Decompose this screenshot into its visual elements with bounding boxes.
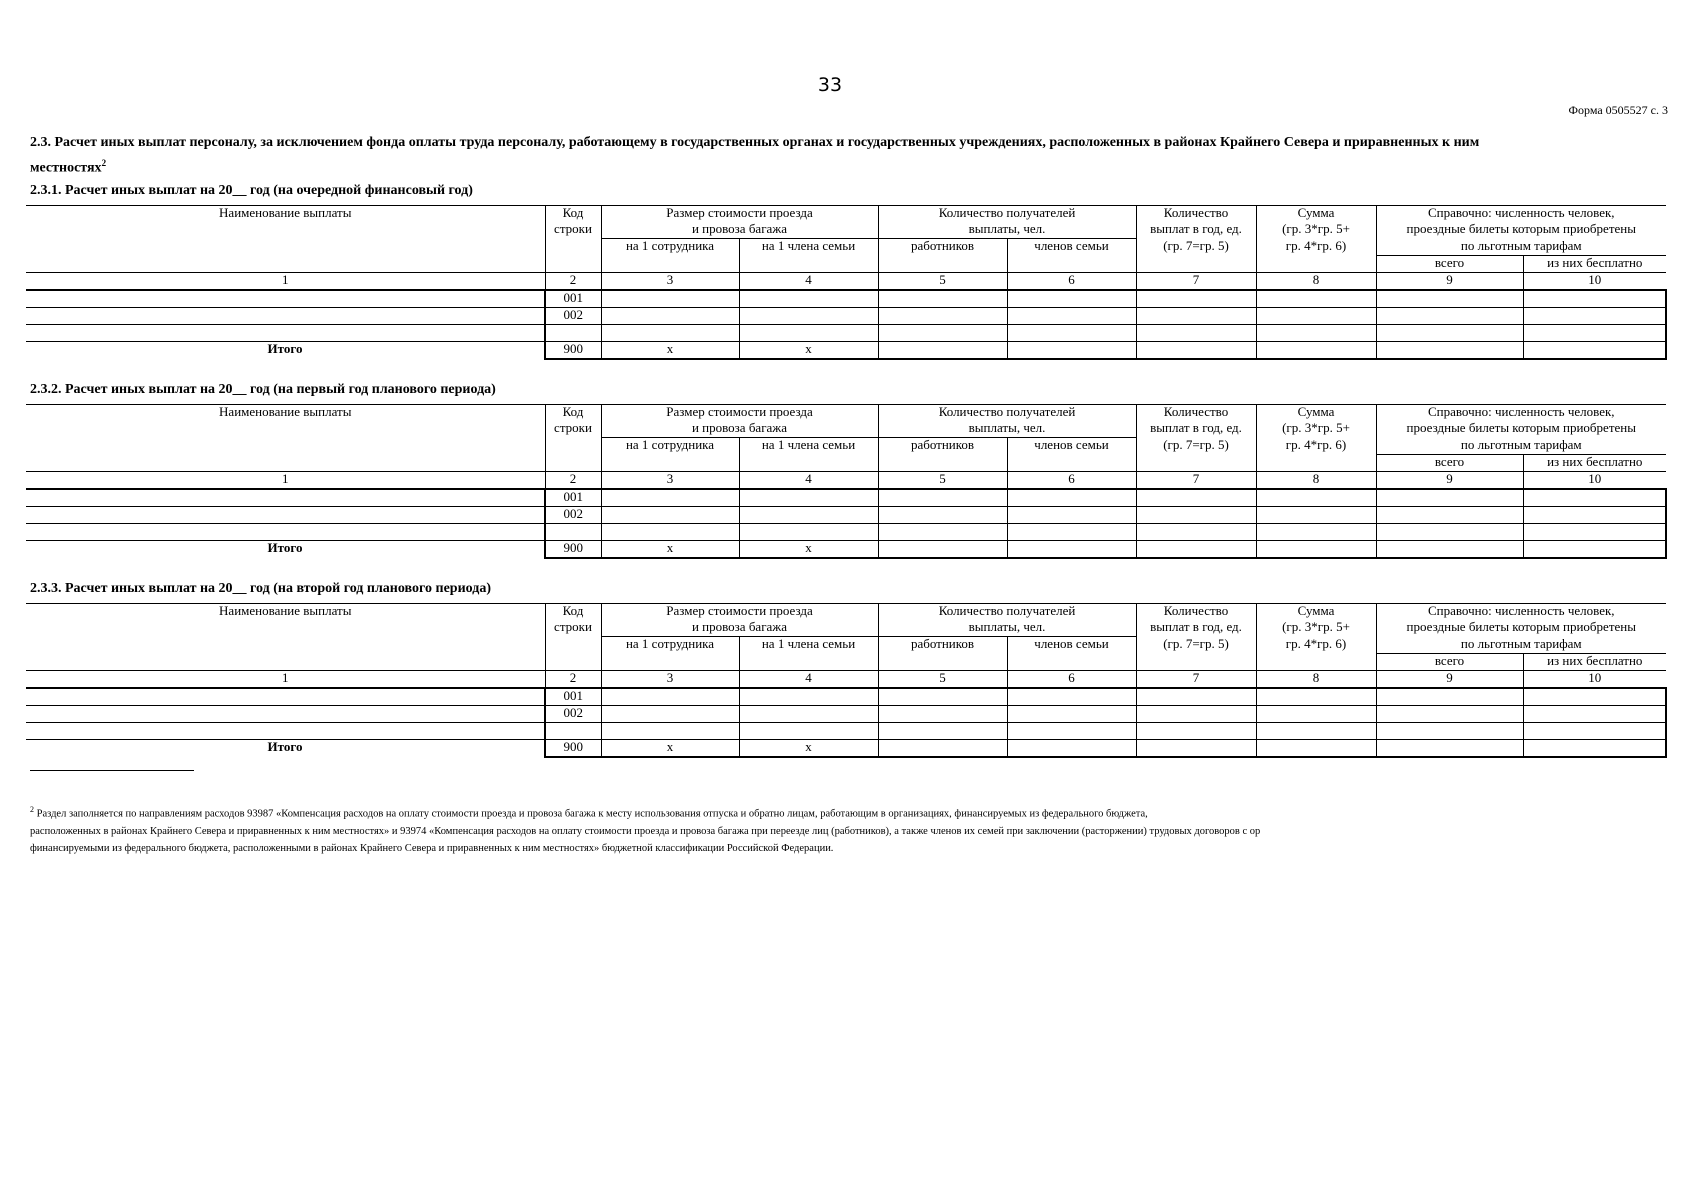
column-numbers-row	[26, 272, 1666, 290]
header-reference-3: по льготным тарифам	[1376, 438, 1666, 455]
data-cell[interactable]	[1007, 290, 1136, 308]
header-code: Код	[545, 206, 601, 223]
header-reference: Справочно: численность человек,	[1376, 206, 1666, 223]
data-cell[interactable]	[1523, 705, 1666, 722]
row-code: 001	[545, 489, 601, 507]
header-count-2: выплат в год, ед.	[1136, 421, 1256, 438]
column-number: 7	[1136, 272, 1256, 290]
header-count-2: выплат в год, ед.	[1136, 222, 1256, 239]
column-number: 5	[878, 272, 1007, 290]
data-cell[interactable]	[739, 705, 878, 722]
data-cell[interactable]	[601, 324, 739, 341]
header-sum: Сумма	[1256, 206, 1376, 223]
header-count-2: выплат в год, ед.	[1136, 620, 1256, 637]
data-cell[interactable]	[878, 722, 1007, 739]
total-code: 900	[545, 341, 601, 359]
header-code-2: строки	[545, 421, 601, 438]
data-cell[interactable]	[1256, 523, 1376, 540]
data-cell[interactable]	[1007, 341, 1136, 359]
payment-name-cell[interactable]	[26, 688, 545, 706]
row-code: 002	[545, 705, 601, 722]
header-recipients-family: членов семьи	[1007, 637, 1136, 671]
column-number: 8	[1256, 670, 1376, 688]
header-reference-2: проездные билеты которым приобретены	[1376, 222, 1666, 239]
header-sum: Сумма	[1256, 405, 1376, 422]
column-number: 5	[878, 670, 1007, 688]
data-cell[interactable]	[739, 324, 878, 341]
total-row	[26, 739, 1666, 757]
header-cost: Размер стоимости проезда	[601, 604, 878, 621]
row-code	[545, 324, 601, 341]
data-cell[interactable]	[878, 290, 1007, 308]
header-count-3: (гр. 7=гр. 5)	[1136, 438, 1256, 455]
data-cell[interactable]	[878, 540, 1007, 558]
data-cell[interactable]	[1376, 307, 1523, 324]
data-cell[interactable]	[1256, 540, 1376, 558]
header-recipients-workers: работников	[878, 438, 1007, 472]
header-cost-family: на 1 члена семьи	[739, 637, 878, 671]
data-cell[interactable]	[1136, 506, 1256, 523]
table-row	[26, 489, 1666, 507]
header-recipients-workers: работников	[878, 239, 1007, 273]
column-number: 1	[26, 670, 545, 688]
header-count: Количество	[1136, 604, 1256, 621]
header-sum-2: (гр. 3*гр. 5+	[1256, 620, 1376, 637]
payment-name-cell[interactable]	[26, 489, 545, 507]
data-cell[interactable]	[1256, 324, 1376, 341]
x-mark: x	[739, 739, 878, 757]
subsection-title: 2.3.3. Расчет иных выплат на 20__ год (на второй год планового периода)	[30, 581, 491, 596]
header-recipients-2: выплаты, чел.	[878, 620, 1136, 637]
section-title	[30, 133, 1530, 179]
data-cell[interactable]	[1376, 506, 1523, 523]
x-mark: x	[601, 739, 739, 757]
header-count-3: (гр. 7=гр. 5)	[1136, 239, 1256, 256]
data-cell[interactable]	[1523, 722, 1666, 739]
payment-name-cell[interactable]	[26, 705, 545, 722]
column-number: 1	[26, 471, 545, 489]
column-number: 8	[1256, 471, 1376, 489]
column-number: 7	[1136, 471, 1256, 489]
footnote-line-3: финансируемыми из федерального бюджета, расположенными в районах Крайнего Севера и приравненных к ним местностях» бюджетной классификации Российской Федерации.	[30, 842, 834, 854]
header-code: Код	[545, 405, 601, 422]
header-recipients-family: членов семьи	[1007, 239, 1136, 273]
data-cell[interactable]	[878, 324, 1007, 341]
data-cell[interactable]	[1523, 523, 1666, 540]
data-cell[interactable]	[739, 506, 878, 523]
data-cell[interactable]	[1007, 722, 1136, 739]
row-code	[545, 722, 601, 739]
header-reference-2: проездные билеты которым приобретены	[1376, 421, 1666, 438]
form-code: Форма 0505527 с. 3	[1568, 103, 1668, 117]
column-number: 4	[739, 670, 878, 688]
total-code: 900	[545, 540, 601, 558]
column-number: 10	[1523, 471, 1666, 489]
data-cell[interactable]	[1256, 290, 1376, 308]
header-code: Код	[545, 604, 601, 621]
data-cell[interactable]	[1256, 739, 1376, 757]
data-cell[interactable]	[1256, 722, 1376, 739]
column-number: 2	[545, 471, 601, 489]
payment-table	[26, 205, 1667, 360]
data-cell[interactable]	[1007, 540, 1136, 558]
table-row	[26, 523, 1666, 540]
header-cost-2: и провоза багажа	[601, 620, 878, 637]
data-cell[interactable]	[739, 290, 878, 308]
column-number: 10	[1523, 670, 1666, 688]
subsection-title: 2.3.1. Расчет иных выплат на 20__ год (на очередной финансовый год)	[30, 183, 473, 198]
payment-table	[26, 603, 1667, 758]
data-cell[interactable]	[1376, 705, 1523, 722]
data-cell[interactable]	[1523, 489, 1666, 507]
header-reference-free: из них бесплатно	[1523, 454, 1666, 471]
header-recipients-workers: работников	[878, 637, 1007, 671]
data-cell[interactable]	[878, 705, 1007, 722]
header-reference: Справочно: численность человек,	[1376, 405, 1666, 422]
data-cell[interactable]	[1136, 688, 1256, 706]
section-title-text: 2.3. Расчет иных выплат персоналу, за исключением фонда оплаты труда персоналу, работающему в государственных органах и государственных учреждениях, расположенных в районах Крайнего Севера и приравненных к ним местностях	[30, 135, 1480, 176]
total-label: Итого	[267, 540, 303, 555]
data-cell[interactable]	[739, 523, 878, 540]
header-count: Количество	[1136, 206, 1256, 223]
table-row	[26, 290, 1666, 308]
column-number: 4	[739, 272, 878, 290]
data-cell[interactable]	[1136, 540, 1256, 558]
header-count: Количество	[1136, 405, 1256, 422]
column-number: 2	[545, 272, 601, 290]
header-reference-2: проездные билеты которым приобретены	[1376, 620, 1666, 637]
data-cell[interactable]	[1376, 523, 1523, 540]
data-cell[interactable]	[1136, 523, 1256, 540]
data-cell[interactable]	[1523, 688, 1666, 706]
page-number: 33	[817, 74, 843, 96]
data-cell[interactable]	[1007, 324, 1136, 341]
payment-name-cell[interactable]	[26, 722, 545, 739]
total-label: Итого	[267, 739, 303, 754]
header-sum-3: гр. 4*гр. 6)	[1256, 637, 1376, 654]
column-number: 7	[1136, 670, 1256, 688]
column-numbers-row	[26, 670, 1666, 688]
footnote-mark: 2	[30, 805, 34, 814]
data-cell[interactable]	[1523, 307, 1666, 324]
data-cell[interactable]	[878, 739, 1007, 757]
data-cell[interactable]	[1256, 688, 1376, 706]
total-row	[26, 540, 1666, 558]
data-cell[interactable]	[1136, 705, 1256, 722]
row-code	[545, 523, 601, 540]
row-code: 002	[545, 307, 601, 324]
data-cell[interactable]	[1523, 506, 1666, 523]
column-number: 6	[1007, 670, 1136, 688]
header-reference-total: всего	[1376, 653, 1523, 670]
payment-name-cell[interactable]	[26, 307, 545, 324]
table-row	[26, 705, 1666, 722]
data-cell[interactable]	[601, 489, 739, 507]
data-cell[interactable]	[601, 506, 739, 523]
data-cell[interactable]	[1256, 341, 1376, 359]
data-cell[interactable]	[1523, 540, 1666, 558]
payment-name-cell[interactable]	[26, 290, 545, 308]
column-number: 9	[1376, 471, 1523, 489]
data-cell[interactable]	[1007, 688, 1136, 706]
column-number: 4	[739, 471, 878, 489]
column-number: 8	[1256, 272, 1376, 290]
payment-table	[26, 404, 1667, 559]
header-recipients: Количество получателей	[878, 206, 1136, 223]
total-label: Итого	[267, 341, 303, 356]
header-name: Наименование выплаты	[26, 405, 545, 472]
column-number: 6	[1007, 272, 1136, 290]
header-reference-free: из них бесплатно	[1523, 653, 1666, 670]
header-sum-3: гр. 4*гр. 6)	[1256, 239, 1376, 256]
x-mark: x	[601, 341, 739, 359]
data-cell[interactable]	[878, 506, 1007, 523]
data-cell[interactable]	[601, 290, 739, 308]
header-name: Наименование выплаты	[26, 604, 545, 671]
header-reference-free: из них бесплатно	[1523, 255, 1666, 272]
table-row	[26, 307, 1666, 324]
data-cell[interactable]	[601, 307, 739, 324]
header-cost-employee: на 1 сотрудника	[601, 438, 739, 472]
data-cell[interactable]	[1007, 506, 1136, 523]
header-cost-family: на 1 члена семьи	[739, 239, 878, 273]
column-number: 3	[601, 272, 739, 290]
data-cell[interactable]	[739, 688, 878, 706]
header-cost: Размер стоимости проезда	[601, 206, 878, 223]
column-number: 3	[601, 471, 739, 489]
data-cell[interactable]	[1136, 739, 1256, 757]
x-mark: x	[601, 540, 739, 558]
header-recipients-2: выплаты, чел.	[878, 421, 1136, 438]
table-row	[26, 324, 1666, 341]
header-reference: Справочно: численность человек,	[1376, 604, 1666, 621]
data-cell[interactable]	[1523, 341, 1666, 359]
data-cell[interactable]	[1136, 324, 1256, 341]
header-cost-employee: на 1 сотрудника	[601, 239, 739, 273]
total-code: 900	[545, 739, 601, 757]
data-cell[interactable]	[1523, 739, 1666, 757]
column-number: 6	[1007, 471, 1136, 489]
column-numbers-row	[26, 471, 1666, 489]
header-reference-total: всего	[1376, 454, 1523, 471]
row-code: 002	[545, 506, 601, 523]
header-sum-2: (гр. 3*гр. 5+	[1256, 421, 1376, 438]
data-cell[interactable]	[1136, 307, 1256, 324]
table-row	[26, 506, 1666, 523]
data-cell[interactable]	[1376, 489, 1523, 507]
row-code: 001	[545, 688, 601, 706]
data-cell[interactable]	[1136, 722, 1256, 739]
header-count-3: (гр. 7=гр. 5)	[1136, 637, 1256, 654]
header-name: Наименование выплаты	[26, 206, 545, 273]
data-cell[interactable]	[601, 688, 739, 706]
header-code-2: строки	[545, 222, 601, 239]
column-number: 3	[601, 670, 739, 688]
column-number: 5	[878, 471, 1007, 489]
subsection-title: 2.3.2. Расчет иных выплат на 20__ год (на первый год планового периода)	[30, 382, 496, 397]
data-cell[interactable]	[1376, 688, 1523, 706]
data-cell[interactable]	[1256, 489, 1376, 507]
data-cell[interactable]	[878, 489, 1007, 507]
header-cost: Размер стоимости проезда	[601, 405, 878, 422]
header-reference-total: всего	[1376, 255, 1523, 272]
x-mark: x	[739, 540, 878, 558]
data-cell[interactable]	[601, 523, 739, 540]
footnote-line-1	[30, 801, 1630, 823]
data-cell[interactable]	[1376, 739, 1523, 757]
header-recipients-2: выплаты, чел.	[878, 222, 1136, 239]
header-reference-3: по льготным тарифам	[1376, 637, 1666, 654]
header-recipients: Количество получателей	[878, 604, 1136, 621]
data-cell[interactable]	[1523, 324, 1666, 341]
payment-name-cell[interactable]	[26, 324, 545, 341]
header-sum-2: (гр. 3*гр. 5+	[1256, 222, 1376, 239]
data-cell[interactable]	[1256, 506, 1376, 523]
data-cell[interactable]	[878, 688, 1007, 706]
column-number: 2	[545, 670, 601, 688]
data-cell[interactable]	[1007, 523, 1136, 540]
data-cell[interactable]	[1376, 341, 1523, 359]
header-code-2: строки	[545, 620, 601, 637]
footnote-line-2: расположенных в районах Крайнего Севера и приравненных к ним местностях» и 93974 «Компенсация расходов на оплату стоимости проезда и провоза багажа при переезде лиц (работников), а также членов их семей при заключении (расторжении) трудовых договоров с ор	[30, 825, 1261, 837]
data-cell[interactable]	[878, 307, 1007, 324]
data-cell[interactable]	[1136, 489, 1256, 507]
data-cell[interactable]	[1136, 341, 1256, 359]
payment-name-cell[interactable]	[26, 506, 545, 523]
data-cell[interactable]	[739, 722, 878, 739]
table-row	[26, 722, 1666, 739]
data-cell[interactable]	[1256, 705, 1376, 722]
payment-name-cell[interactable]	[26, 523, 545, 540]
data-cell[interactable]	[739, 489, 878, 507]
table-row	[26, 688, 1666, 706]
header-cost-employee: на 1 сотрудника	[601, 637, 739, 671]
total-row	[26, 341, 1666, 359]
header-cost-2: и провоза багажа	[601, 421, 878, 438]
data-cell[interactable]	[1376, 722, 1523, 739]
data-cell[interactable]	[1256, 307, 1376, 324]
data-cell[interactable]	[1376, 540, 1523, 558]
footnote-separator	[30, 770, 194, 771]
data-cell[interactable]	[878, 523, 1007, 540]
data-cell[interactable]	[1376, 324, 1523, 341]
section-footnote-mark: 2	[101, 158, 107, 168]
data-cell[interactable]	[1007, 489, 1136, 507]
column-number: 1	[26, 272, 545, 290]
header-recipients-family: членов семьи	[1007, 438, 1136, 472]
data-cell[interactable]	[878, 341, 1007, 359]
header-recipients: Количество получателей	[878, 405, 1136, 422]
data-cell[interactable]	[1523, 290, 1666, 308]
data-cell[interactable]	[601, 705, 739, 722]
column-number: 9	[1376, 272, 1523, 290]
row-code: 001	[545, 290, 601, 308]
header-sum: Сумма	[1256, 604, 1376, 621]
data-cell[interactable]	[1007, 705, 1136, 722]
column-number: 10	[1523, 272, 1666, 290]
footnote	[30, 801, 1630, 857]
header-cost-2: и провоза багажа	[601, 222, 878, 239]
data-cell[interactable]	[1376, 290, 1523, 308]
data-cell[interactable]	[1007, 307, 1136, 324]
data-cell[interactable]	[601, 722, 739, 739]
data-cell[interactable]	[1136, 290, 1256, 308]
x-mark: x	[739, 341, 878, 359]
footnote-text-1: Раздел заполняется по направлениям расходов 93987 «Компенсация расходов на оплату стоимости проезда и провоза багажа к месту использования отпуска и обратно лицам, работающим в организациях, финансируемых из федерального бюджета,	[36, 808, 1148, 820]
column-number: 9	[1376, 670, 1523, 688]
data-cell[interactable]	[739, 307, 878, 324]
header-sum-3: гр. 4*гр. 6)	[1256, 438, 1376, 455]
header-cost-family: на 1 члена семьи	[739, 438, 878, 472]
header-reference-3: по льготным тарифам	[1376, 239, 1666, 256]
data-cell[interactable]	[1007, 739, 1136, 757]
